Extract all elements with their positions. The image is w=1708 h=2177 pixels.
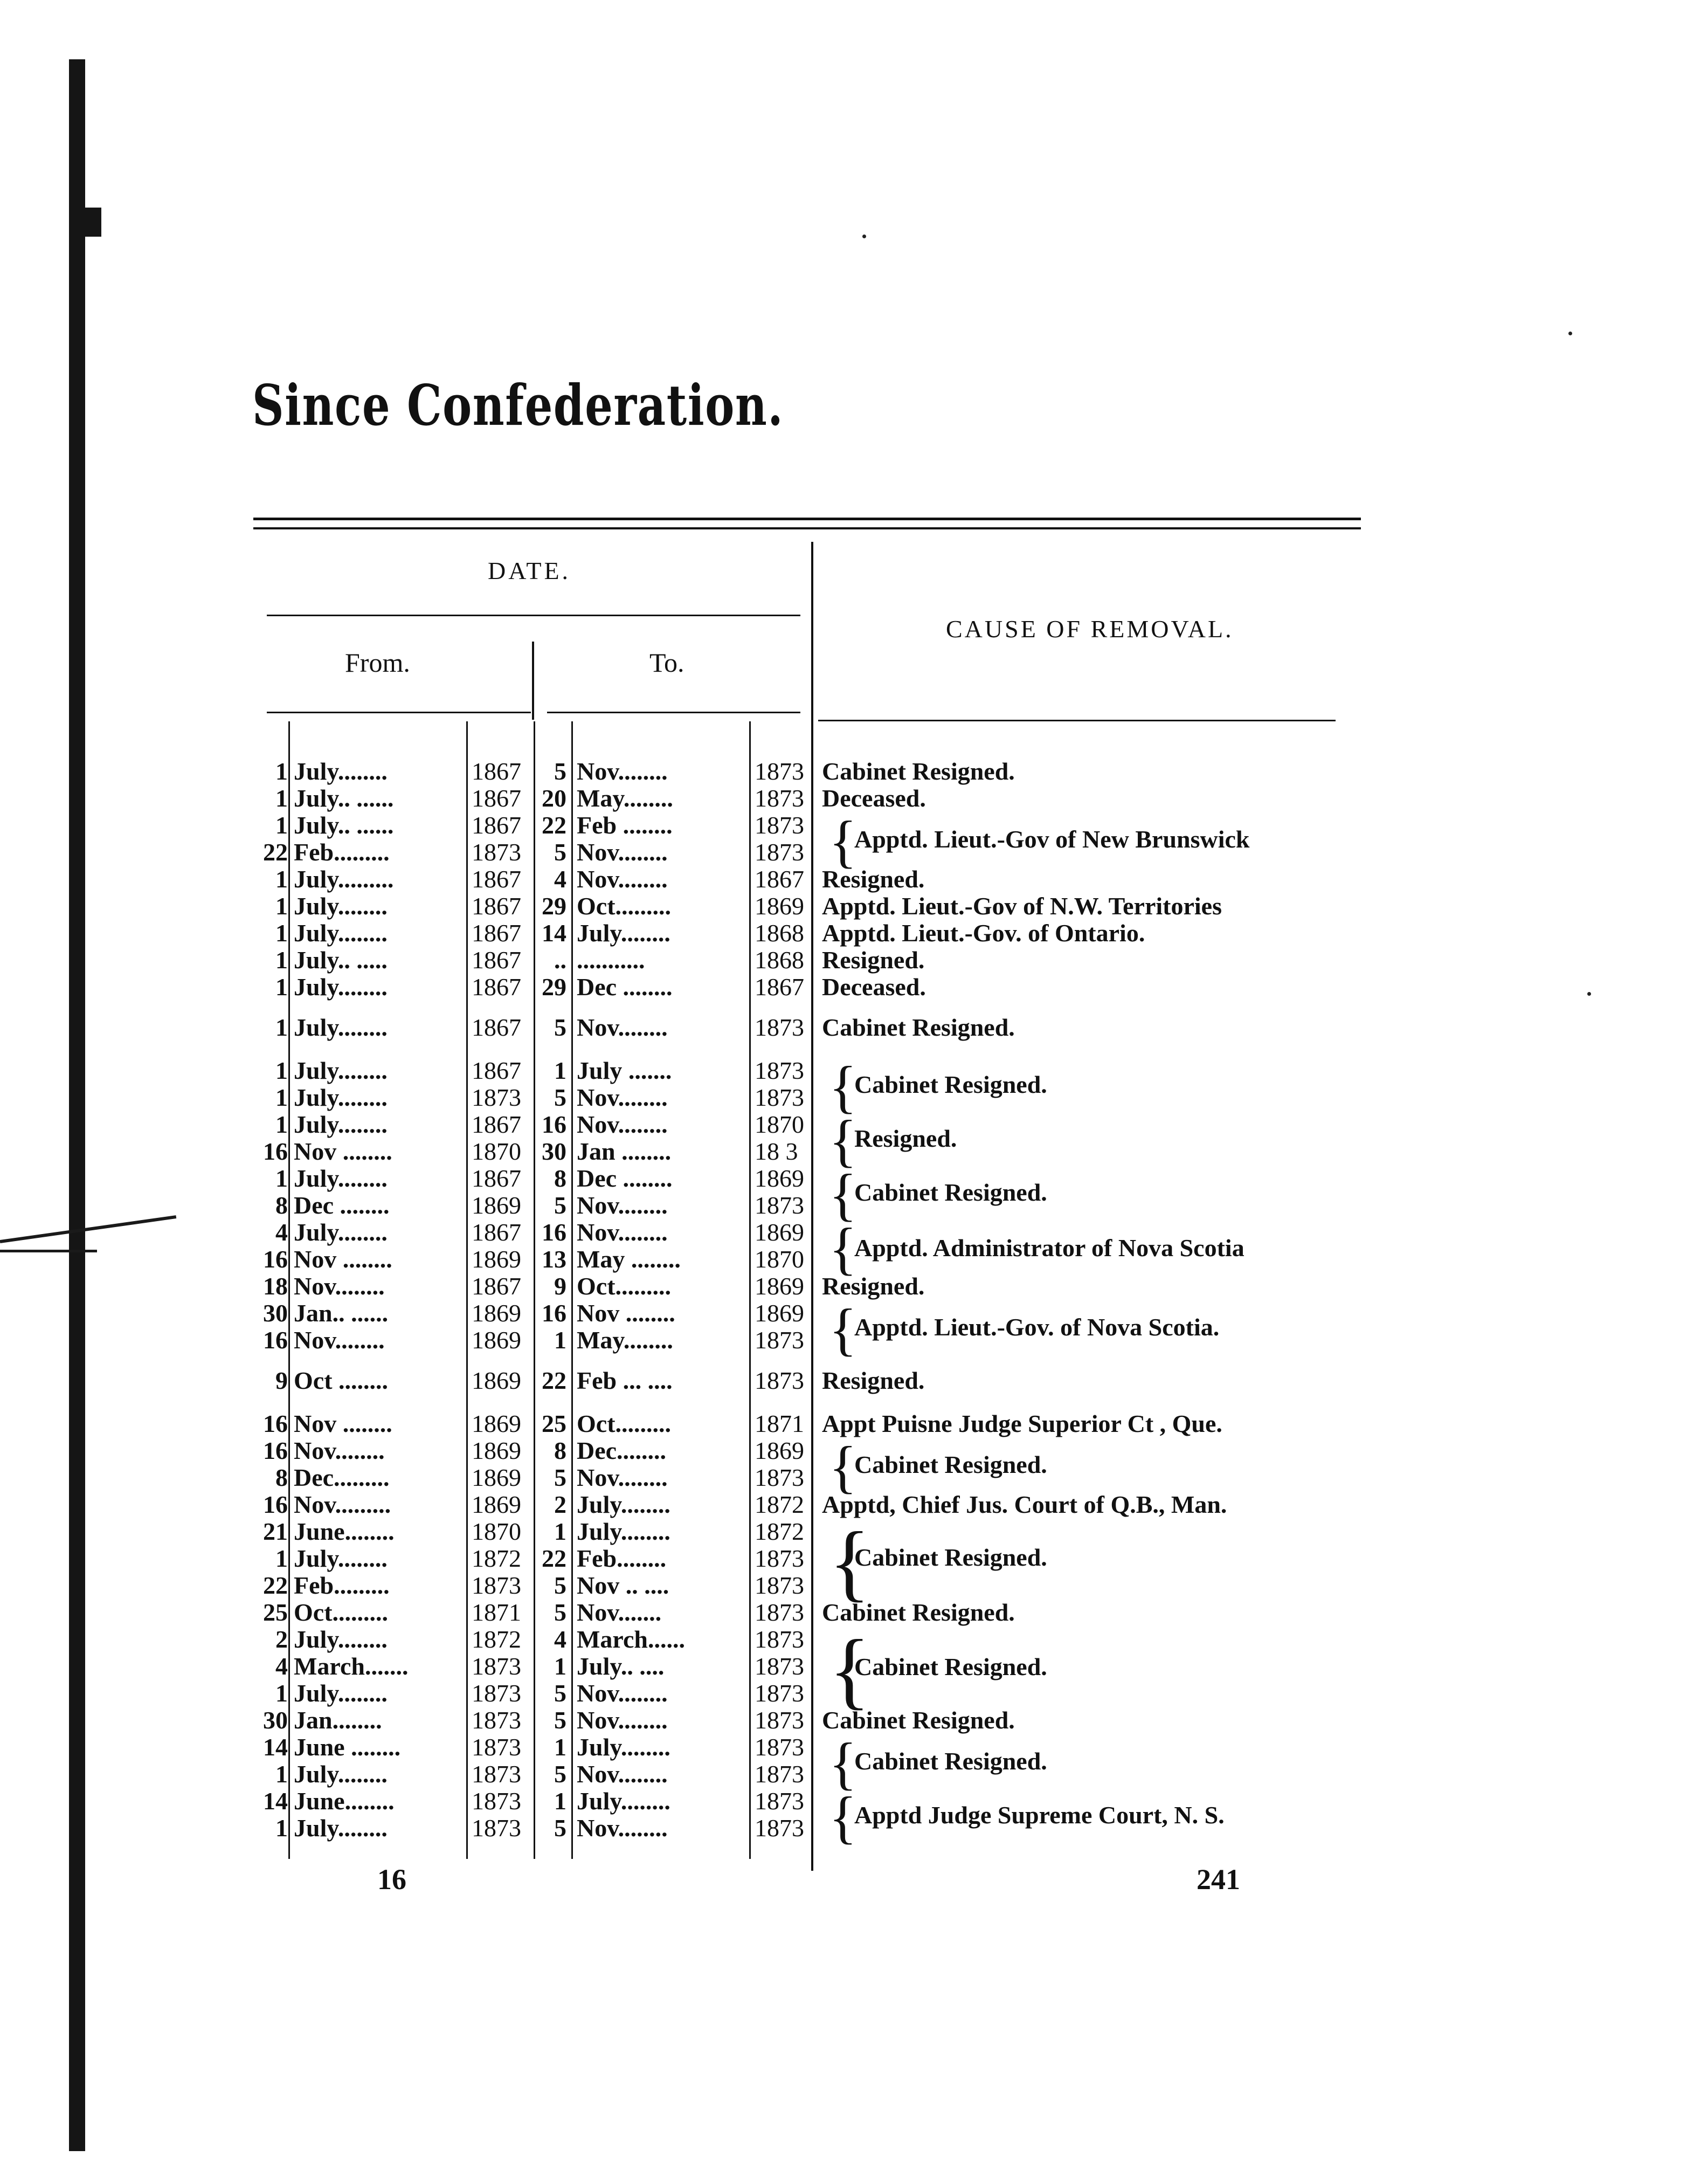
to-year: 1873 bbox=[755, 811, 804, 839]
to-year: 1873 bbox=[755, 757, 804, 785]
to-month: Nov........ bbox=[577, 1111, 668, 1138]
from-day: 2 bbox=[275, 1625, 288, 1653]
from-month: Dec ........ bbox=[294, 1191, 390, 1219]
to-year: 1869 bbox=[755, 1165, 804, 1192]
to-year: 1873 bbox=[755, 1787, 804, 1815]
from-day: 21 bbox=[263, 1518, 288, 1545]
from-year: 1869 bbox=[472, 1245, 521, 1273]
to-day: 20 bbox=[542, 784, 566, 812]
to-month: ........... bbox=[577, 946, 645, 974]
brace: { bbox=[829, 1298, 857, 1362]
cause-rule bbox=[818, 720, 1336, 721]
brace: { bbox=[829, 1109, 857, 1173]
cause: Deceased. bbox=[822, 784, 926, 812]
brace: { bbox=[829, 1732, 857, 1796]
from-year: 1873 bbox=[472, 1652, 521, 1680]
to-day: 1 bbox=[554, 1326, 566, 1354]
from-month: Nov........ bbox=[294, 1272, 385, 1300]
to-month: May........ bbox=[577, 784, 673, 812]
from-year: 1867 bbox=[472, 1272, 521, 1300]
brace: { bbox=[829, 1786, 857, 1850]
from-month: July.. ...... bbox=[294, 811, 394, 839]
from-year: 1867 bbox=[472, 1218, 521, 1246]
from-day: 1 bbox=[275, 1111, 288, 1138]
to-day: 13 bbox=[542, 1245, 566, 1273]
cause: Cabinet Resigned. bbox=[822, 757, 1015, 785]
to-month: Nov........ bbox=[577, 1706, 668, 1734]
to-day: 5 bbox=[554, 1572, 566, 1599]
from-month: July........ bbox=[294, 892, 388, 920]
from-day: 1 bbox=[275, 1084, 288, 1111]
from-month: July........ bbox=[294, 1057, 388, 1084]
from-year: 1867 bbox=[472, 865, 521, 893]
from-month: Jan.. ...... bbox=[294, 1299, 389, 1327]
to-day: 5 bbox=[554, 1191, 566, 1219]
to-year: 1873 bbox=[755, 1625, 804, 1653]
speck bbox=[1568, 332, 1572, 335]
from-month: July........ bbox=[294, 1679, 388, 1707]
to-year: 1873 bbox=[755, 1706, 804, 1734]
from-year: 1867 bbox=[472, 1014, 521, 1041]
from-year: 1869 bbox=[472, 1326, 521, 1354]
from-day: 1 bbox=[275, 1014, 288, 1041]
to-day: 5 bbox=[554, 757, 566, 785]
to-year: 1873 bbox=[755, 1084, 804, 1111]
from-year: 1873 bbox=[472, 1787, 521, 1815]
to-month: March...... bbox=[577, 1625, 686, 1653]
to-month: Oct......... bbox=[577, 892, 672, 920]
from-year: 1867 bbox=[472, 1165, 521, 1192]
from-year: 1873 bbox=[472, 1572, 521, 1599]
page-number-right: 241 bbox=[1197, 1863, 1240, 1896]
to-day: 1 bbox=[554, 1652, 566, 1680]
from-day: 22 bbox=[263, 838, 288, 866]
to-day: 22 bbox=[542, 811, 566, 839]
to-month: Oct......... bbox=[577, 1410, 672, 1437]
from-month: June ........ bbox=[294, 1733, 401, 1761]
to-day: 5 bbox=[554, 1599, 566, 1626]
from-month: July........ bbox=[294, 1625, 388, 1653]
to-day: 22 bbox=[542, 1367, 566, 1394]
to-year: 1873 bbox=[755, 1733, 804, 1761]
to-month: Nov........ bbox=[577, 1084, 668, 1111]
from-year: 1873 bbox=[472, 1760, 521, 1788]
to-day: 4 bbox=[554, 865, 566, 893]
to-day: 5 bbox=[554, 1706, 566, 1734]
from-month: July........ bbox=[294, 757, 388, 785]
from-month: Oct......... bbox=[294, 1599, 389, 1626]
date-rule bbox=[267, 615, 800, 616]
to-day: 16 bbox=[542, 1111, 566, 1138]
to-month: Nov........ bbox=[577, 838, 668, 866]
to-year: 1873 bbox=[755, 1464, 804, 1491]
from-day: 18 bbox=[263, 1272, 288, 1300]
from-year: 1873 bbox=[472, 1814, 521, 1842]
from-month: July........ bbox=[294, 1545, 388, 1572]
group-cause: Cabinet Resigned. bbox=[854, 1653, 1047, 1680]
to-day: 29 bbox=[542, 892, 566, 920]
group-cause: Cabinet Resigned. bbox=[854, 1544, 1047, 1571]
from-month: Nov........ bbox=[294, 1326, 385, 1354]
to-month: Nov........ bbox=[577, 1014, 668, 1041]
table-row bbox=[0, 892, 1708, 920]
from-day: 8 bbox=[275, 1464, 288, 1491]
to-month: Nov........ bbox=[577, 1218, 668, 1246]
top-rule bbox=[253, 518, 1361, 520]
to-year: 18 3 bbox=[755, 1138, 798, 1165]
to-day: 5 bbox=[554, 838, 566, 866]
cause: Cabinet Resigned. bbox=[822, 1014, 1015, 1041]
from-month: July........ bbox=[294, 1111, 388, 1138]
to-day: 25 bbox=[542, 1410, 566, 1437]
from-year: 1867 bbox=[472, 892, 521, 920]
to-day: 1 bbox=[554, 1057, 566, 1084]
to-year: 1873 bbox=[755, 1652, 804, 1680]
from-month: Nov......... bbox=[294, 1491, 391, 1518]
cause: Resigned. bbox=[822, 946, 925, 974]
from-day: 16 bbox=[263, 1491, 288, 1518]
from-day: 14 bbox=[263, 1733, 288, 1761]
from-month: July........ bbox=[294, 1014, 388, 1041]
from-year: 1871 bbox=[472, 1599, 521, 1626]
to-year: 1873 bbox=[755, 1057, 804, 1084]
to-month: July........ bbox=[577, 1518, 670, 1545]
to-month: Nov ........ bbox=[577, 1299, 675, 1327]
to-day: 5 bbox=[554, 1814, 566, 1842]
to-day: 2 bbox=[554, 1491, 566, 1518]
from-month: Feb......... bbox=[294, 838, 390, 866]
to-year: 1873 bbox=[755, 784, 804, 812]
to-month: Nov........ bbox=[577, 757, 668, 785]
to-day: 8 bbox=[554, 1165, 566, 1192]
from-month: March....... bbox=[294, 1652, 409, 1680]
from-day: 1 bbox=[275, 865, 288, 893]
to-day: .. bbox=[554, 946, 566, 974]
from-year: 1867 bbox=[472, 1111, 521, 1138]
cause: Resigned. bbox=[822, 1272, 925, 1300]
binding-notch bbox=[79, 208, 101, 237]
table-row bbox=[0, 757, 1708, 786]
cause-header: CAUSE OF REMOVAL. bbox=[946, 615, 1234, 643]
from-day: 4 bbox=[275, 1652, 288, 1680]
from-year: 1867 bbox=[472, 973, 521, 1001]
to-year: 1869 bbox=[755, 1218, 804, 1246]
from-year: 1869 bbox=[472, 1491, 521, 1518]
to-year: 1873 bbox=[755, 1760, 804, 1788]
brace: { bbox=[829, 810, 857, 874]
from-day: 1 bbox=[275, 892, 288, 920]
to-year: 1869 bbox=[755, 1272, 804, 1300]
group-cause: Cabinet Resigned. bbox=[854, 1071, 1047, 1098]
brace: { bbox=[829, 1435, 857, 1499]
cause: Cabinet Resigned. bbox=[822, 1599, 1015, 1626]
from-month: Oct ........ bbox=[294, 1367, 389, 1394]
from-day: 1 bbox=[275, 1057, 288, 1084]
table-row bbox=[0, 919, 1708, 947]
from-year: 1873 bbox=[472, 1084, 521, 1111]
to-day: 5 bbox=[554, 1760, 566, 1788]
page-title: Since Confederation. bbox=[252, 372, 784, 438]
from-day: 25 bbox=[263, 1599, 288, 1626]
from-day: 16 bbox=[263, 1410, 288, 1437]
to-year: 1869 bbox=[755, 1437, 804, 1464]
to-month: July........ bbox=[577, 919, 670, 947]
to-day: 16 bbox=[542, 1299, 566, 1327]
table-row bbox=[0, 1367, 1708, 1395]
from-month: July........ bbox=[294, 919, 388, 947]
from-year: 1869 bbox=[472, 1464, 521, 1491]
from-year: 1870 bbox=[472, 1518, 521, 1545]
to-year: 1867 bbox=[755, 865, 804, 893]
to-day: 30 bbox=[542, 1138, 566, 1165]
top-rule-2 bbox=[253, 527, 1361, 529]
from-month: July........ bbox=[294, 973, 388, 1001]
to-month: Nov........ bbox=[577, 1679, 668, 1707]
date-header: DATE. bbox=[488, 557, 571, 584]
from-year: 1869 bbox=[472, 1410, 521, 1437]
to-month: Feb........ bbox=[577, 1545, 667, 1572]
from-day: 1 bbox=[275, 757, 288, 785]
cause: Apptd, Chief Jus. Court of Q.B., Man. bbox=[822, 1491, 1227, 1518]
from-day: 16 bbox=[263, 1326, 288, 1354]
from-month: Dec......... bbox=[294, 1464, 390, 1491]
group-cause: Apptd. Lieut.-Gov of New Brunswick bbox=[854, 825, 1250, 853]
to-month: Dec ........ bbox=[577, 1165, 673, 1192]
to-day: 29 bbox=[542, 973, 566, 1001]
brace: { bbox=[829, 1622, 870, 1718]
from-month: July........ bbox=[294, 1218, 388, 1246]
to-month: Feb ... .... bbox=[577, 1367, 673, 1394]
to-year: 1871 bbox=[755, 1410, 804, 1437]
from-day: 4 bbox=[275, 1218, 288, 1246]
to-day: 1 bbox=[554, 1733, 566, 1761]
from-day: 1 bbox=[275, 1165, 288, 1192]
from-month: June........ bbox=[294, 1518, 395, 1545]
from-year: 1870 bbox=[472, 1138, 521, 1165]
to-month: July ....... bbox=[577, 1057, 672, 1084]
cause: Apptd. Lieut.-Gov of N.W. Territories bbox=[822, 892, 1222, 920]
to-month: July........ bbox=[577, 1787, 670, 1815]
from-day: 8 bbox=[275, 1191, 288, 1219]
from-year: 1867 bbox=[472, 784, 521, 812]
to-header: To. bbox=[649, 647, 684, 678]
from-month: Nov........ bbox=[294, 1437, 385, 1464]
from-year: 1867 bbox=[472, 946, 521, 974]
to-year: 1873 bbox=[755, 1191, 804, 1219]
from-day: 30 bbox=[263, 1706, 288, 1734]
brace: { bbox=[829, 1055, 857, 1119]
from-month: July......... bbox=[294, 865, 394, 893]
from-month: Nov ........ bbox=[294, 1245, 392, 1273]
from-month: July........ bbox=[294, 1084, 388, 1111]
to-month: Feb ........ bbox=[577, 811, 673, 839]
to-year: 1870 bbox=[755, 1245, 804, 1273]
from-day: 1 bbox=[275, 1760, 288, 1788]
table-row bbox=[0, 973, 1708, 1001]
to-year: 1873 bbox=[755, 1572, 804, 1599]
from-month: July........ bbox=[294, 1165, 388, 1192]
from-year: 1873 bbox=[472, 838, 521, 866]
from-day: 1 bbox=[275, 946, 288, 974]
to-day: 16 bbox=[542, 1218, 566, 1246]
from-month: July.. ...... bbox=[294, 784, 394, 812]
cause: Apptd. Lieut.-Gov. of Ontario. bbox=[822, 919, 1145, 947]
speck bbox=[862, 235, 866, 238]
from-rule bbox=[267, 712, 531, 713]
to-day: 8 bbox=[554, 1437, 566, 1464]
to-year: 1868 bbox=[755, 919, 804, 947]
from-year: 1867 bbox=[472, 811, 521, 839]
from-day: 16 bbox=[263, 1138, 288, 1165]
to-month: Oct......... bbox=[577, 1272, 672, 1300]
to-year: 1869 bbox=[755, 892, 804, 920]
to-month: Nov....... bbox=[577, 1599, 662, 1626]
to-year: 1872 bbox=[755, 1491, 804, 1518]
from-year: 1872 bbox=[472, 1545, 521, 1572]
from-month: Jan........ bbox=[294, 1706, 382, 1734]
brace: { bbox=[829, 1163, 857, 1227]
from-day: 1 bbox=[275, 1545, 288, 1572]
group-cause: Resigned. bbox=[854, 1125, 957, 1152]
from-year: 1867 bbox=[472, 1057, 521, 1084]
from-day: 30 bbox=[263, 1299, 288, 1327]
from-day: 16 bbox=[263, 1245, 288, 1273]
to-month: Dec ........ bbox=[577, 973, 673, 1001]
from-day: 22 bbox=[263, 1572, 288, 1599]
to-year: 1873 bbox=[755, 1367, 804, 1394]
from-to-divider-header bbox=[532, 642, 534, 720]
to-month: July........ bbox=[577, 1733, 670, 1761]
to-month: May........ bbox=[577, 1326, 673, 1354]
to-year: 1869 bbox=[755, 1299, 804, 1327]
to-year: 1873 bbox=[755, 1326, 804, 1354]
cause: Resigned. bbox=[822, 1367, 925, 1394]
from-month: July........ bbox=[294, 1814, 388, 1842]
from-year: 1873 bbox=[472, 1733, 521, 1761]
from-day: 1 bbox=[275, 784, 288, 812]
to-month: Nov........ bbox=[577, 865, 668, 893]
to-month: Dec........ bbox=[577, 1437, 667, 1464]
table-row bbox=[0, 946, 1708, 974]
from-day: 1 bbox=[275, 1814, 288, 1842]
to-year: 1868 bbox=[755, 946, 804, 974]
group-cause: Apptd Judge Supreme Court, N. S. bbox=[854, 1801, 1225, 1829]
to-month: Nov........ bbox=[577, 1191, 668, 1219]
to-day: 4 bbox=[554, 1625, 566, 1653]
from-month: Feb......... bbox=[294, 1572, 390, 1599]
page-number-left: 16 bbox=[377, 1863, 406, 1896]
to-year: 1867 bbox=[755, 973, 804, 1001]
to-month: July........ bbox=[577, 1491, 670, 1518]
to-month: Nov........ bbox=[577, 1464, 668, 1491]
group-cause: Cabinet Resigned. bbox=[854, 1451, 1047, 1478]
to-year: 1873 bbox=[755, 1545, 804, 1572]
from-day: 9 bbox=[275, 1367, 288, 1394]
to-year: 1872 bbox=[755, 1518, 804, 1545]
to-day: 1 bbox=[554, 1787, 566, 1815]
to-month: Nov........ bbox=[577, 1814, 668, 1842]
from-month: July.. ..... bbox=[294, 946, 388, 974]
to-day: 14 bbox=[542, 919, 566, 947]
brace: { bbox=[829, 1217, 857, 1281]
from-day: 16 bbox=[263, 1437, 288, 1464]
from-month: Nov ........ bbox=[294, 1410, 392, 1437]
to-day: 22 bbox=[542, 1545, 566, 1572]
cause: Resigned. bbox=[822, 865, 925, 893]
to-day: 9 bbox=[554, 1272, 566, 1300]
table-row bbox=[0, 1014, 1708, 1042]
from-year: 1869 bbox=[472, 1191, 521, 1219]
to-year: 1873 bbox=[755, 1599, 804, 1626]
to-month: July.. .... bbox=[577, 1652, 665, 1680]
from-day: 14 bbox=[263, 1787, 288, 1815]
to-month: Jan ........ bbox=[577, 1138, 672, 1165]
from-month: June........ bbox=[294, 1787, 395, 1815]
to-rule bbox=[547, 712, 800, 713]
from-month: July........ bbox=[294, 1760, 388, 1788]
to-year: 1873 bbox=[755, 1014, 804, 1041]
from-year: 1867 bbox=[472, 919, 521, 947]
to-day: 5 bbox=[554, 1014, 566, 1041]
to-month: Nov........ bbox=[577, 1760, 668, 1788]
to-year: 1873 bbox=[755, 838, 804, 866]
to-month: May ........ bbox=[577, 1245, 681, 1273]
group-cause: Apptd. Lieut.-Gov. of Nova Scotia. bbox=[854, 1313, 1220, 1341]
to-year: 1873 bbox=[755, 1814, 804, 1842]
from-year: 1869 bbox=[472, 1367, 521, 1394]
from-year: 1869 bbox=[472, 1299, 521, 1327]
from-year: 1873 bbox=[472, 1679, 521, 1707]
from-year: 1873 bbox=[472, 1706, 521, 1734]
to-day: 5 bbox=[554, 1464, 566, 1491]
from-year: 1867 bbox=[472, 757, 521, 785]
from-month: Nov ........ bbox=[294, 1138, 392, 1165]
from-day: 1 bbox=[275, 919, 288, 947]
brace: { bbox=[829, 1514, 870, 1610]
from-year: 1872 bbox=[472, 1625, 521, 1653]
group-cause: Cabinet Resigned. bbox=[854, 1179, 1047, 1206]
cause: Appt Puisne Judge Superior Ct , Que. bbox=[822, 1410, 1222, 1437]
to-month: Nov .. .... bbox=[577, 1572, 669, 1599]
to-year: 1870 bbox=[755, 1111, 804, 1138]
from-year: 1869 bbox=[472, 1437, 521, 1464]
from-header: From. bbox=[345, 647, 410, 678]
cause: Cabinet Resigned. bbox=[822, 1706, 1015, 1734]
cause: Deceased. bbox=[822, 973, 926, 1001]
group-cause: Cabinet Resigned. bbox=[854, 1747, 1047, 1775]
to-day: 5 bbox=[554, 1679, 566, 1707]
from-day: 1 bbox=[275, 811, 288, 839]
from-day: 1 bbox=[275, 1679, 288, 1707]
group-cause: Apptd. Administrator of Nova Scotia bbox=[854, 1234, 1244, 1262]
from-day: 1 bbox=[275, 973, 288, 1001]
to-year: 1873 bbox=[755, 1679, 804, 1707]
to-day: 1 bbox=[554, 1518, 566, 1545]
to-day: 5 bbox=[554, 1084, 566, 1111]
